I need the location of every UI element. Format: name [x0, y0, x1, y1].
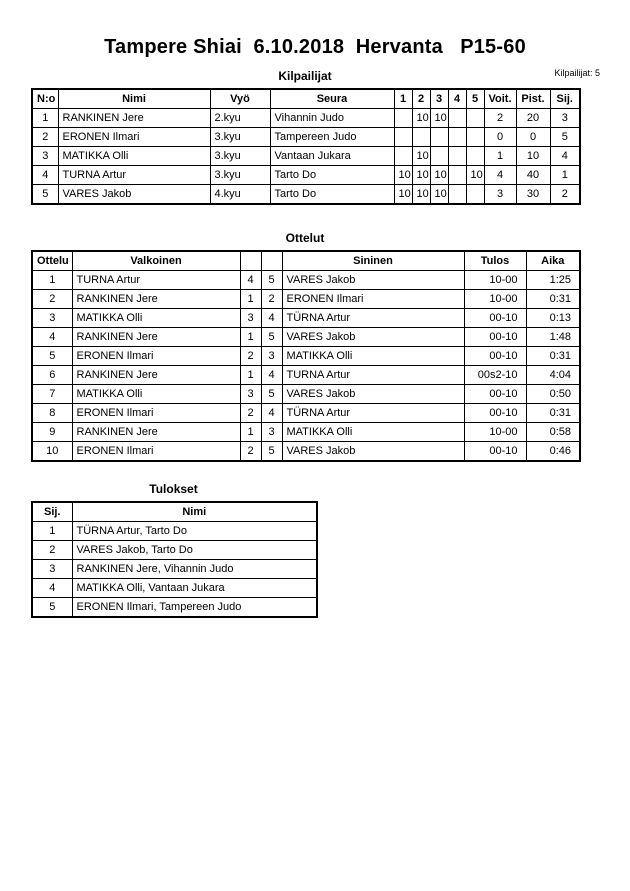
matches-cell: 2: [32, 290, 72, 309]
competitors-cell: 2: [484, 109, 516, 128]
matches-cell: 3: [32, 309, 72, 328]
matches-cell: 4: [32, 328, 72, 347]
matches-cell: 1: [240, 290, 261, 309]
matches-row: [32, 442, 580, 462]
competitors-cell: [448, 185, 466, 205]
matches-cell: TÜRNA Artur: [282, 404, 464, 423]
matches-cell: 10: [32, 442, 72, 462]
competitors-cell: Tarto Do: [270, 185, 394, 205]
competitors-column-header: 5: [466, 89, 484, 109]
results-column-header: Sij.: [32, 502, 72, 522]
matches-cell: 5: [261, 271, 282, 290]
competitors-cell: 3.kyu: [210, 128, 270, 147]
competitors-column-header: 2: [412, 89, 430, 109]
matches-cell: VARES Jakob: [282, 442, 464, 462]
competitors-section-title: Kilpailijat: [278, 69, 332, 83]
matches-cell: 10-00: [464, 423, 526, 442]
matches-cell: 5: [32, 347, 72, 366]
competitors-cell: 0: [484, 128, 516, 147]
results-header-row: [32, 502, 317, 522]
competitors-cell: 10: [430, 109, 448, 128]
results-row: [32, 541, 317, 560]
matches-cell: VARES Jakob: [282, 385, 464, 404]
matches-section-title: Ottelut: [285, 231, 325, 245]
matches-table: [31, 250, 581, 462]
matches-cell: 8: [32, 404, 72, 423]
competitors-cell: Vantaan Jukara: [270, 147, 394, 166]
competitors-cell: 2: [550, 185, 580, 205]
matches-cell: 00-10: [464, 328, 526, 347]
results-table: [31, 501, 318, 618]
competitors-cell: 0: [516, 128, 550, 147]
matches-row: [32, 404, 580, 423]
matches-cell: 1: [240, 366, 261, 385]
competitors-cell: Vihannin Judo: [270, 109, 394, 128]
competitors-row: [32, 128, 580, 147]
competitors-cell: 10: [394, 166, 412, 185]
competitors-cell: 10: [466, 166, 484, 185]
results-column-header: Nimi: [72, 502, 317, 522]
competitors-column-header: Voit.: [484, 89, 516, 109]
competitors-cell: 3.kyu: [210, 166, 270, 185]
matches-cell: RANKINEN Jere: [72, 423, 240, 442]
matches-cell: MATIKKA Olli: [72, 309, 240, 328]
competitors-column-header: Nimi: [58, 89, 210, 109]
matches-column-header: [261, 251, 282, 271]
competitors-row: [32, 166, 580, 185]
matches-cell: MATIKKA Olli: [72, 385, 240, 404]
matches-cell: 5: [261, 328, 282, 347]
competitors-cell: MATIKKA Olli: [58, 147, 210, 166]
results-row: [32, 560, 317, 579]
results-cell: 1: [32, 522, 72, 541]
matches-cell: 4:04: [526, 366, 580, 385]
competitors-cell: 1: [32, 109, 58, 128]
competitors-cell: 1: [550, 166, 580, 185]
competitors-cell: 10: [430, 185, 448, 205]
matches-row: [32, 366, 580, 385]
results-cell: 3: [32, 560, 72, 579]
competitors-row: [32, 109, 580, 128]
competitors-row: [32, 147, 580, 166]
competitors-cell: [394, 128, 412, 147]
results-row: [32, 598, 317, 618]
competitors-cell: 10: [412, 147, 430, 166]
matches-cell: TURNA Artur: [282, 366, 464, 385]
results-cell: MATIKKA Olli, Vantaan Jukara: [72, 579, 317, 598]
competitors-cell: 10: [412, 166, 430, 185]
competitors-cell: 40: [516, 166, 550, 185]
matches-cell: 0:58: [526, 423, 580, 442]
competitors-cell: 5: [32, 185, 58, 205]
competitors-column-header: N:o: [32, 89, 58, 109]
matches-cell: 0:13: [526, 309, 580, 328]
competitors-cell: 10: [394, 185, 412, 205]
matches-cell: 3: [261, 347, 282, 366]
competitors-cell: 3: [484, 185, 516, 205]
matches-row: [32, 423, 580, 442]
competitors-row: [32, 185, 580, 205]
competitors-cell: [430, 128, 448, 147]
competitors-header-row: [32, 89, 580, 109]
matches-row: [32, 385, 580, 404]
matches-cell: 5: [261, 442, 282, 462]
competitors-cell: RANKINEN Jere: [58, 109, 210, 128]
matches-cell: 3: [261, 423, 282, 442]
competitors-cell: 2: [32, 128, 58, 147]
matches-column-header: Sininen: [282, 251, 464, 271]
matches-cell: VARES Jakob: [282, 271, 464, 290]
results-cell: TÜRNA Artur, Tarto Do: [72, 522, 317, 541]
competitors-cell: [466, 128, 484, 147]
competitors-cell: 20: [516, 109, 550, 128]
matches-header-row: [32, 251, 580, 271]
matches-cell: RANKINEN Jere: [72, 290, 240, 309]
competitors-cell: 4: [550, 147, 580, 166]
matches-cell: 00-10: [464, 309, 526, 328]
matches-cell: 5: [261, 385, 282, 404]
competitors-cell: 1: [484, 147, 516, 166]
competitors-cell: 4: [484, 166, 516, 185]
matches-cell: 0:31: [526, 347, 580, 366]
competitors-column-header: 4: [448, 89, 466, 109]
competitors-section: [31, 69, 579, 205]
matches-row: [32, 290, 580, 309]
matches-cell: 2: [261, 290, 282, 309]
matches-cell: ERONEN Ilmari: [72, 404, 240, 423]
results-cell: VARES Jakob, Tarto Do: [72, 541, 317, 560]
matches-section: [31, 231, 579, 462]
competitors-cell: 10: [430, 166, 448, 185]
competitors-column-header: Pist.: [516, 89, 550, 109]
matches-cell: TÜRNA Artur: [282, 309, 464, 328]
competitors-cell: [394, 147, 412, 166]
matches-cell: 4: [261, 404, 282, 423]
matches-cell: MATIKKA Olli: [282, 423, 464, 442]
competitors-cell: 3: [550, 109, 580, 128]
competitors-cell: [466, 109, 484, 128]
competitors-column-header: 1: [394, 89, 412, 109]
competitors-cell: Tampereen Judo: [270, 128, 394, 147]
matches-cell: 2: [240, 347, 261, 366]
matches-cell: 2: [240, 442, 261, 462]
competitors-cell: 4.kyu: [210, 185, 270, 205]
matches-cell: MATIKKA Olli: [282, 347, 464, 366]
matches-cell: RANKINEN Jere: [72, 366, 240, 385]
matches-cell: ERONEN Ilmari: [282, 290, 464, 309]
matches-cell: 4: [261, 366, 282, 385]
competitors-cell: [448, 147, 466, 166]
matches-cell: 0:46: [526, 442, 580, 462]
results-cell: RANKINEN Jere, Vihannin Judo: [72, 560, 317, 579]
matches-cell: 0:31: [526, 290, 580, 309]
matches-column-header: Ottelu: [32, 251, 72, 271]
competitors-cell: 4: [32, 166, 58, 185]
competitors-cell: [430, 147, 448, 166]
matches-cell: 00-10: [464, 442, 526, 462]
matches-cell: 4: [261, 309, 282, 328]
competitors-cell: [466, 185, 484, 205]
matches-cell: 1:25: [526, 271, 580, 290]
matches-cell: ERONEN Ilmari: [72, 347, 240, 366]
matches-cell: 1: [240, 423, 261, 442]
results-cell: 2: [32, 541, 72, 560]
competitors-cell: 2.kyu: [210, 109, 270, 128]
matches-cell: VARES Jakob: [282, 328, 464, 347]
competitors-column-header: Vyö: [210, 89, 270, 109]
competitors-cell: [448, 166, 466, 185]
competitors-cell: 3: [32, 147, 58, 166]
matches-cell: TURNA Artur: [72, 271, 240, 290]
matches-cell: ERONEN Ilmari: [72, 442, 240, 462]
matches-cell: 4: [240, 271, 261, 290]
matches-row: [32, 309, 580, 328]
competitors-column-header: Sij.: [550, 89, 580, 109]
competitors-cell: [412, 128, 430, 147]
matches-cell: 2: [240, 404, 261, 423]
matches-cell: 00s2-10: [464, 366, 526, 385]
competitors-cell: Tarto Do: [270, 166, 394, 185]
competitors-cell: TURNA Artur: [58, 166, 210, 185]
matches-cell: 1:48: [526, 328, 580, 347]
results-row: [32, 522, 317, 541]
competitors-cell: ERONEN Ilmari: [58, 128, 210, 147]
matches-column-header: [240, 251, 261, 271]
results-cell: 4: [32, 579, 72, 598]
matches-cell: RANKINEN Jere: [72, 328, 240, 347]
matches-cell: 0:31: [526, 404, 580, 423]
matches-cell: 00-10: [464, 404, 526, 423]
matches-cell: 00-10: [464, 385, 526, 404]
matches-cell: 1: [240, 328, 261, 347]
competitors-cell: [394, 109, 412, 128]
competitors-cell: [448, 109, 466, 128]
matches-cell: 10-00: [464, 290, 526, 309]
matches-cell: 7: [32, 385, 72, 404]
matches-row: [32, 271, 580, 290]
competitors-cell: 5: [550, 128, 580, 147]
matches-cell: 9: [32, 423, 72, 442]
page-title: Tampere Shiai 6.10.2018 Hervanta P15-60: [104, 36, 526, 58]
matches-column-header: Tulos: [464, 251, 526, 271]
competitors-cell: 10: [412, 109, 430, 128]
matches-row: [32, 328, 580, 347]
matches-cell: 3: [240, 309, 261, 328]
matches-cell: 10-00: [464, 271, 526, 290]
competitors-cell: [466, 147, 484, 166]
matches-column-header: Valkoinen: [72, 251, 240, 271]
matches-cell: 1: [32, 271, 72, 290]
matches-cell: 00-10: [464, 347, 526, 366]
competitors-column-header: Seura: [270, 89, 394, 109]
results-section-title: Tulokset: [149, 482, 198, 496]
matches-row: [32, 347, 580, 366]
competitors-cell: 3.kyu: [210, 147, 270, 166]
competitors-cell: [448, 128, 466, 147]
competitors-table: [31, 88, 581, 205]
results-cell: 5: [32, 598, 72, 618]
competitors-cell: 10: [516, 147, 550, 166]
results-section: [31, 482, 316, 618]
competitors-cell: VARES Jakob: [58, 185, 210, 205]
competitors-count-label: Kilpailijat: 5: [554, 68, 600, 78]
matches-cell: 3: [240, 385, 261, 404]
competitors-cell: 30: [516, 185, 550, 205]
results-row: [32, 579, 317, 598]
matches-cell: 0:50: [526, 385, 580, 404]
matches-column-header: Aika: [526, 251, 580, 271]
matches-cell: 6: [32, 366, 72, 385]
competitors-column-header: 3: [430, 89, 448, 109]
results-cell: ERONEN Ilmari, Tampereen Judo: [72, 598, 317, 618]
competitors-cell: 10: [412, 185, 430, 205]
